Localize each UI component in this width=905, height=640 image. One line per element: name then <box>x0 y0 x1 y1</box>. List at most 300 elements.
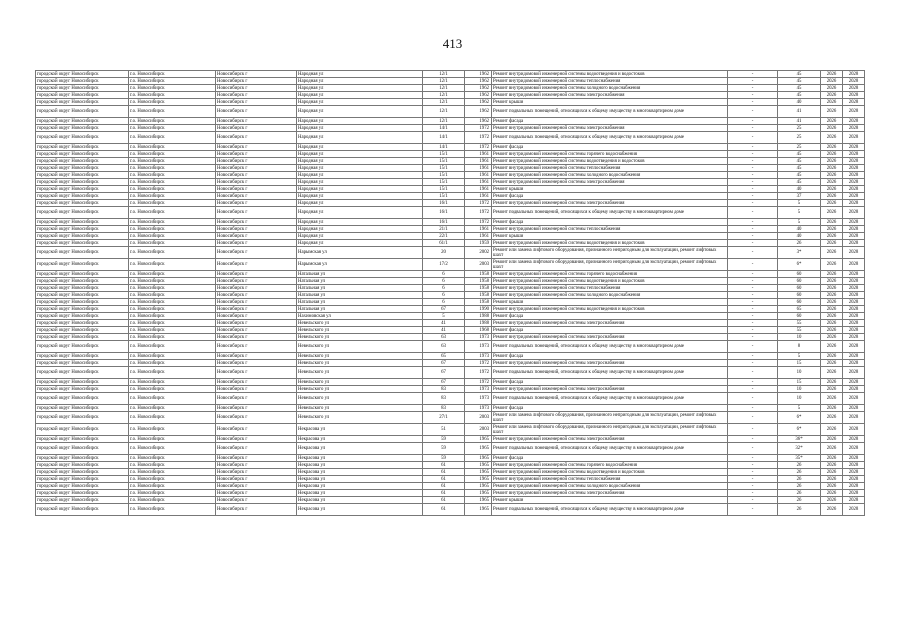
build-year-cell: 1962 <box>465 78 492 85</box>
start-year-cell: 2026 <box>821 278 843 285</box>
value-cell: 26 <box>778 497 821 504</box>
end-year-cell: 2028 <box>843 455 865 462</box>
municipal-entity-cell: г.о. Новосибирск <box>129 78 216 85</box>
house-number-cell: 67 <box>423 306 465 313</box>
street-cell: Народная ул <box>297 118 423 125</box>
street-cell: Народная ул <box>297 165 423 172</box>
house-number-cell: 63 <box>423 334 465 341</box>
settlement-cell: Новосибирск г <box>216 99 297 106</box>
table-row <box>36 360 865 367</box>
start-year-cell: 2026 <box>821 405 843 412</box>
start-year-cell: 2026 <box>821 132 843 144</box>
table-row <box>36 292 865 299</box>
street-cell: Народная ул <box>297 99 423 106</box>
work-type-cell: Ремонт внутридомовой инженерной системы холодного водоснабжения <box>492 85 728 92</box>
mark-cell: - <box>728 151 778 158</box>
end-year-cell: 2028 <box>843 207 865 219</box>
table-row <box>36 379 865 386</box>
start-year-cell: 2026 <box>821 285 843 292</box>
settlement-cell: Новосибирск г <box>216 469 297 476</box>
house-number-cell: 15/1 <box>423 186 465 193</box>
end-year-cell: 2028 <box>843 469 865 476</box>
work-type-cell: Ремонт внутридомовой инженерной системы электроснабжения <box>492 386 728 393</box>
end-year-cell: 2028 <box>843 71 865 78</box>
settlement-cell: Новосибирск г <box>216 483 297 490</box>
municipal-entity-cell: г.о. Новосибирск <box>129 436 216 443</box>
end-year-cell: 2028 <box>843 497 865 504</box>
house-number-cell: 12/1 <box>423 71 465 78</box>
settlement-cell: Новосибирск г <box>216 179 297 186</box>
end-year-cell: 2028 <box>843 367 865 379</box>
work-type-cell: Ремонт внутридомовой инженерной системы водоотведения и водостоков <box>492 240 728 247</box>
house-number-cell: 15/1 <box>423 172 465 179</box>
settlement-cell: Новосибирск г <box>216 226 297 233</box>
table-row <box>36 393 865 405</box>
house-number-cell: 22/1 <box>423 233 465 240</box>
build-year-cell: 1972 <box>465 379 492 386</box>
municipal-entity-cell: г.о. Новосибирск <box>129 278 216 285</box>
mark-cell: - <box>728 393 778 405</box>
house-number-cell: 6 <box>423 278 465 285</box>
work-type-cell: Ремонт крыши <box>492 99 728 106</box>
municipal-entity-cell: г.о. Новосибирск <box>129 412 216 424</box>
end-year-cell: 2028 <box>843 490 865 497</box>
value-cell: 8 <box>778 341 821 353</box>
build-year-cell: 1961 <box>465 233 492 240</box>
end-year-cell: 2028 <box>843 412 865 424</box>
settlement-cell: Новосибирск г <box>216 292 297 299</box>
table-row <box>36 219 865 226</box>
mark-cell: - <box>728 179 778 186</box>
work-type-cell: Ремонт внутридомовой инженерной системы теплоснабжения <box>492 226 728 233</box>
house-number-cell: 61 <box>423 469 465 476</box>
table-row <box>36 233 865 240</box>
street-cell: Натальная ул <box>297 271 423 278</box>
municipal-district-cell: городской округ Новосибирск <box>36 200 129 207</box>
municipal-district-cell: городской округ Новосибирск <box>36 367 129 379</box>
work-type-cell: Ремонт внутридомовой инженерной системы водоотведения и водостоков <box>492 71 728 78</box>
municipal-district-cell: городской округ Новосибирск <box>36 78 129 85</box>
value-cell: 10 <box>778 393 821 405</box>
street-cell: Народная ул <box>297 207 423 219</box>
end-year-cell: 2028 <box>843 106 865 118</box>
build-year-cell: 1965 <box>465 443 492 455</box>
house-number-cell: 83 <box>423 386 465 393</box>
street-cell: Натальная ул <box>297 306 423 313</box>
build-year-cell: 1961 <box>465 179 492 186</box>
table-row <box>36 151 865 158</box>
mark-cell: - <box>728 78 778 85</box>
work-type-cell: Ремонт фасада <box>492 313 728 320</box>
municipal-district-cell: городской округ Новосибирск <box>36 455 129 462</box>
house-number-cell: 6 <box>423 271 465 278</box>
municipal-entity-cell: г.о. Новосибирск <box>129 106 216 118</box>
municipal-district-cell: городской округ Новосибирск <box>36 334 129 341</box>
municipal-entity-cell: г.о. Новосибирск <box>129 247 216 259</box>
municipal-entity-cell: г.о. Новосибирск <box>129 341 216 353</box>
house-number-cell: 5 <box>423 313 465 320</box>
value-cell: 10 <box>778 386 821 393</box>
table-row <box>36 367 865 379</box>
build-year-cell: 1972 <box>465 200 492 207</box>
settlement-cell: Новосибирск г <box>216 436 297 443</box>
municipal-district-cell: городской округ Новосибирск <box>36 125 129 132</box>
house-number-cell: 67 <box>423 379 465 386</box>
build-year-cell: 1965 <box>465 476 492 483</box>
street-cell: Народная ул <box>297 71 423 78</box>
municipal-district-cell: городской округ Новосибирск <box>36 313 129 320</box>
work-type-cell: Ремонт внутридомовой инженерной системы водоотведения и водостоков <box>492 278 728 285</box>
settlement-cell: Новосибирск г <box>216 360 297 367</box>
municipal-district-cell: городской округ Новосибирск <box>36 405 129 412</box>
municipal-district-cell: городской округ Новосибирск <box>36 247 129 259</box>
municipal-entity-cell: г.о. Новосибирск <box>129 233 216 240</box>
mark-cell: - <box>728 327 778 334</box>
end-year-cell: 2028 <box>843 144 865 151</box>
municipal-district-cell: городской округ Новосибирск <box>36 292 129 299</box>
street-cell: Народная ул <box>297 200 423 207</box>
municipal-district-cell: городской округ Новосибирск <box>36 476 129 483</box>
value-cell: 6* <box>778 412 821 424</box>
work-type-cell: Ремонт внутридомовой инженерной системы электроснабжения <box>492 334 728 341</box>
municipal-district-cell: городской округ Новосибирск <box>36 462 129 469</box>
municipal-district-cell: городской округ Новосибирск <box>36 341 129 353</box>
mark-cell: - <box>728 436 778 443</box>
house-number-cell: 61 <box>423 504 465 516</box>
value-cell: 36* <box>778 436 821 443</box>
municipal-entity-cell: г.о. Новосибирск <box>129 299 216 306</box>
end-year-cell: 2028 <box>843 278 865 285</box>
street-cell: Невельского ул <box>297 353 423 360</box>
house-number-cell: 14/1 <box>423 132 465 144</box>
mark-cell: - <box>728 193 778 200</box>
start-year-cell: 2026 <box>821 219 843 226</box>
municipal-district-cell: городской округ Новосибирск <box>36 151 129 158</box>
value-cell: 45 <box>778 78 821 85</box>
mark-cell: - <box>728 118 778 125</box>
table-row <box>36 285 865 292</box>
value-cell: 45 <box>778 179 821 186</box>
end-year-cell: 2028 <box>843 443 865 455</box>
municipal-entity-cell: г.о. Новосибирск <box>129 367 216 379</box>
start-year-cell: 2026 <box>821 341 843 353</box>
page-number: 413 <box>442 36 463 51</box>
end-year-cell: 2028 <box>843 393 865 405</box>
table-row <box>36 193 865 200</box>
house-number-cell: 41 <box>423 320 465 327</box>
mark-cell: - <box>728 353 778 360</box>
settlement-cell: Новосибирск г <box>216 386 297 393</box>
street-cell: Невельского ул <box>297 320 423 327</box>
mark-cell: - <box>728 92 778 99</box>
street-cell: Народная ул <box>297 240 423 247</box>
start-year-cell: 2026 <box>821 483 843 490</box>
municipal-district-cell: городской округ Новосибирск <box>36 320 129 327</box>
start-year-cell: 2026 <box>821 320 843 327</box>
municipal-entity-cell: г.о. Новосибирск <box>129 99 216 106</box>
value-cell: 40 <box>778 226 821 233</box>
table-row <box>36 455 865 462</box>
municipal-entity-cell: г.о. Новосибирск <box>129 259 216 271</box>
municipal-district-cell: городской округ Новосибирск <box>36 412 129 424</box>
value-cell: 5 <box>778 405 821 412</box>
mark-cell: - <box>728 341 778 353</box>
table-row <box>36 306 865 313</box>
build-year-cell: 1962 <box>465 85 492 92</box>
value-cell: 6* <box>778 259 821 271</box>
settlement-cell: Новосибирск г <box>216 462 297 469</box>
municipal-entity-cell: г.о. Новосибирск <box>129 125 216 132</box>
build-year-cell: 1962 <box>465 118 492 125</box>
settlement-cell: Новосибирск г <box>216 424 297 436</box>
build-year-cell: 1961 <box>465 193 492 200</box>
table-row <box>36 118 865 125</box>
municipal-entity-cell: г.о. Новосибирск <box>129 226 216 233</box>
municipal-entity-cell: г.о. Новосибирск <box>129 443 216 455</box>
start-year-cell: 2026 <box>821 462 843 469</box>
table-row <box>36 462 865 469</box>
street-cell: Некрасова ул <box>297 462 423 469</box>
build-year-cell: 1965 <box>465 469 492 476</box>
value-cell: 41 <box>778 106 821 118</box>
table-row <box>36 132 865 144</box>
municipal-district-cell: городской округ Новосибирск <box>36 469 129 476</box>
build-year-cell: 1988 <box>465 313 492 320</box>
mark-cell: - <box>728 379 778 386</box>
mark-cell: - <box>728 172 778 179</box>
street-cell: Нарымская ул <box>297 259 423 271</box>
mark-cell: - <box>728 106 778 118</box>
end-year-cell: 2028 <box>843 327 865 334</box>
build-year-cell: 1958 <box>465 299 492 306</box>
end-year-cell: 2028 <box>843 233 865 240</box>
municipal-district-cell: городской округ Новосибирск <box>36 219 129 226</box>
street-cell: Натальная ул <box>297 285 423 292</box>
end-year-cell: 2028 <box>843 179 865 186</box>
street-cell: Натальная ул <box>297 278 423 285</box>
municipal-entity-cell: г.о. Новосибирск <box>129 151 216 158</box>
municipal-entity-cell: г.о. Новосибирск <box>129 118 216 125</box>
end-year-cell: 2028 <box>843 193 865 200</box>
settlement-cell: Новосибирск г <box>216 219 297 226</box>
value-cell: 60 <box>778 313 821 320</box>
start-year-cell: 2026 <box>821 158 843 165</box>
municipal-district-cell: городской округ Новосибирск <box>36 306 129 313</box>
build-year-cell: 1958 <box>465 278 492 285</box>
municipal-district-cell: городской округ Новосибирск <box>36 278 129 285</box>
table-row <box>36 71 865 78</box>
street-cell: Народная ул <box>297 132 423 144</box>
table-row <box>36 271 865 278</box>
start-year-cell: 2026 <box>821 306 843 313</box>
table-row <box>36 158 865 165</box>
mark-cell: - <box>728 443 778 455</box>
house-number-cell: 12/1 <box>423 92 465 99</box>
value-cell: 26 <box>778 476 821 483</box>
municipal-entity-cell: г.о. Новосибирск <box>129 379 216 386</box>
value-cell: 6* <box>778 424 821 436</box>
municipal-entity-cell: г.о. Новосибирск <box>129 193 216 200</box>
build-year-cell: 1965 <box>465 436 492 443</box>
value-cell: 65 <box>778 306 821 313</box>
house-number-cell: 63 <box>423 341 465 353</box>
value-cell: 26 <box>778 504 821 516</box>
street-cell: Некрасова ул <box>297 469 423 476</box>
value-cell: 60 <box>778 299 821 306</box>
street-cell: Невельского ул <box>297 341 423 353</box>
value-cell: 40 <box>778 186 821 193</box>
work-type-cell: Ремонт внутридомовой инженерной системы холодного водоснабжения <box>492 483 728 490</box>
street-cell: Натальная ул <box>297 299 423 306</box>
municipal-district-cell: городской округ Новосибирск <box>36 179 129 186</box>
municipal-entity-cell: г.о. Новосибирск <box>129 490 216 497</box>
settlement-cell: Новосибирск г <box>216 151 297 158</box>
mark-cell: - <box>728 186 778 193</box>
mark-cell: - <box>728 306 778 313</box>
table-row <box>36 125 865 132</box>
start-year-cell: 2026 <box>821 78 843 85</box>
start-year-cell: 2026 <box>821 476 843 483</box>
mark-cell: - <box>728 497 778 504</box>
municipal-district-cell: городской округ Новосибирск <box>36 360 129 367</box>
start-year-cell: 2026 <box>821 327 843 334</box>
work-type-cell: Ремонт фасада <box>492 405 728 412</box>
build-year-cell: 1972 <box>465 132 492 144</box>
value-cell: 45 <box>778 71 821 78</box>
table-row <box>36 313 865 320</box>
settlement-cell: Новосибирск г <box>216 144 297 151</box>
end-year-cell: 2028 <box>843 125 865 132</box>
start-year-cell: 2026 <box>821 443 843 455</box>
build-year-cell: 1965 <box>465 490 492 497</box>
end-year-cell: 2028 <box>843 271 865 278</box>
start-year-cell: 2026 <box>821 436 843 443</box>
start-year-cell: 2026 <box>821 353 843 360</box>
municipal-district-cell: городской округ Новосибирск <box>36 259 129 271</box>
end-year-cell: 2028 <box>843 320 865 327</box>
mark-cell: - <box>728 313 778 320</box>
value-cell: 10 <box>778 367 821 379</box>
value-cell: 41 <box>778 118 821 125</box>
table-row <box>36 200 865 207</box>
work-type-cell: Ремонт подвальных помещений, относящихся к общему имуществу в многоквартирном доме <box>492 106 728 118</box>
street-cell: Нарымская ул <box>297 247 423 259</box>
street-cell: Некрасова ул <box>297 490 423 497</box>
settlement-cell: Новосибирск г <box>216 118 297 125</box>
end-year-cell: 2028 <box>843 504 865 516</box>
street-cell: Невельского ул <box>297 334 423 341</box>
end-year-cell: 2028 <box>843 118 865 125</box>
settlement-cell: Новосибирск г <box>216 393 297 405</box>
mark-cell: - <box>728 320 778 327</box>
build-year-cell: 2002 <box>465 247 492 259</box>
street-cell: Народная ул <box>297 151 423 158</box>
start-year-cell: 2026 <box>821 469 843 476</box>
start-year-cell: 2026 <box>821 367 843 379</box>
house-number-cell: 61 <box>423 483 465 490</box>
municipal-entity-cell: г.о. Новосибирск <box>129 424 216 436</box>
work-type-cell: Ремонт внутридомовой инженерной системы электроснабжения <box>492 125 728 132</box>
value-cell: 37 <box>778 193 821 200</box>
street-cell: Народная ул <box>297 193 423 200</box>
street-cell: Народная ул <box>297 78 423 85</box>
work-type-cell: Ремонт или замена лифтового оборудования, признанного непригодным для эксплуатации, ремонт лифтовых шахт <box>492 247 728 259</box>
table-row <box>36 299 865 306</box>
municipal-entity-cell: г.о. Новосибирск <box>129 483 216 490</box>
street-cell: Народная ул <box>297 172 423 179</box>
work-type-cell: Ремонт внутридомовой инженерной системы электроснабжения <box>492 179 728 186</box>
settlement-cell: Новосибирск г <box>216 405 297 412</box>
table-row <box>36 240 865 247</box>
start-year-cell: 2026 <box>821 259 843 271</box>
work-type-cell: Ремонт фасада <box>492 379 728 386</box>
value-cell: 45 <box>778 165 821 172</box>
municipal-entity-cell: г.о. Новосибирск <box>129 292 216 299</box>
settlement-cell: Новосибирск г <box>216 92 297 99</box>
settlement-cell: Новосибирск г <box>216 379 297 386</box>
settlement-cell: Новосибирск г <box>216 327 297 334</box>
settlement-cell: Новосибирск г <box>216 443 297 455</box>
settlement-cell: Новосибирск г <box>216 299 297 306</box>
end-year-cell: 2028 <box>843 334 865 341</box>
build-year-cell: 1958 <box>465 271 492 278</box>
municipal-district-cell: городской округ Новосибирск <box>36 106 129 118</box>
municipal-district-cell: городской округ Новосибирск <box>36 490 129 497</box>
work-type-cell: Ремонт фасада <box>492 327 728 334</box>
table-row <box>36 172 865 179</box>
start-year-cell: 2026 <box>821 292 843 299</box>
value-cell: 5 <box>778 207 821 219</box>
value-cell: 32* <box>778 443 821 455</box>
settlement-cell: Новосибирск г <box>216 78 297 85</box>
build-year-cell: 1968 <box>465 327 492 334</box>
table-row <box>36 247 865 259</box>
municipal-district-cell: городской округ Новосибирск <box>36 207 129 219</box>
municipal-district-cell: городской округ Новосибирск <box>36 92 129 99</box>
build-year-cell: 1961 <box>465 158 492 165</box>
work-type-cell: Ремонт крыши <box>492 299 728 306</box>
table-row <box>36 207 865 219</box>
value-cell: 55 <box>778 327 821 334</box>
value-cell: 26 <box>778 483 821 490</box>
start-year-cell: 2026 <box>821 299 843 306</box>
build-year-cell: 1958 <box>465 292 492 299</box>
table-row <box>36 497 865 504</box>
mark-cell: - <box>728 240 778 247</box>
mark-cell: - <box>728 292 778 299</box>
street-cell: Некрасова ул <box>297 455 423 462</box>
end-year-cell: 2028 <box>843 462 865 469</box>
settlement-cell: Новосибирск г <box>216 71 297 78</box>
municipal-entity-cell: г.о. Новосибирск <box>129 455 216 462</box>
value-cell: 25 <box>778 125 821 132</box>
end-year-cell: 2028 <box>843 132 865 144</box>
house-number-cell: 61 <box>423 497 465 504</box>
house-number-cell: 15/1 <box>423 193 465 200</box>
municipal-district-cell: городской округ Новосибирск <box>36 226 129 233</box>
build-year-cell: 1965 <box>465 483 492 490</box>
house-number-cell: 41 <box>423 327 465 334</box>
end-year-cell: 2028 <box>843 292 865 299</box>
work-type-cell: Ремонт внутридомовой инженерной системы водоотведения и водостоков <box>492 158 728 165</box>
municipal-district-cell: городской округ Новосибирск <box>36 285 129 292</box>
table-row <box>36 469 865 476</box>
mark-cell: - <box>728 99 778 106</box>
house-number-cell: 83 <box>423 405 465 412</box>
build-year-cell: 1972 <box>465 360 492 367</box>
build-year-cell: 1972 <box>465 219 492 226</box>
municipal-entity-cell: г.о. Новосибирск <box>129 165 216 172</box>
